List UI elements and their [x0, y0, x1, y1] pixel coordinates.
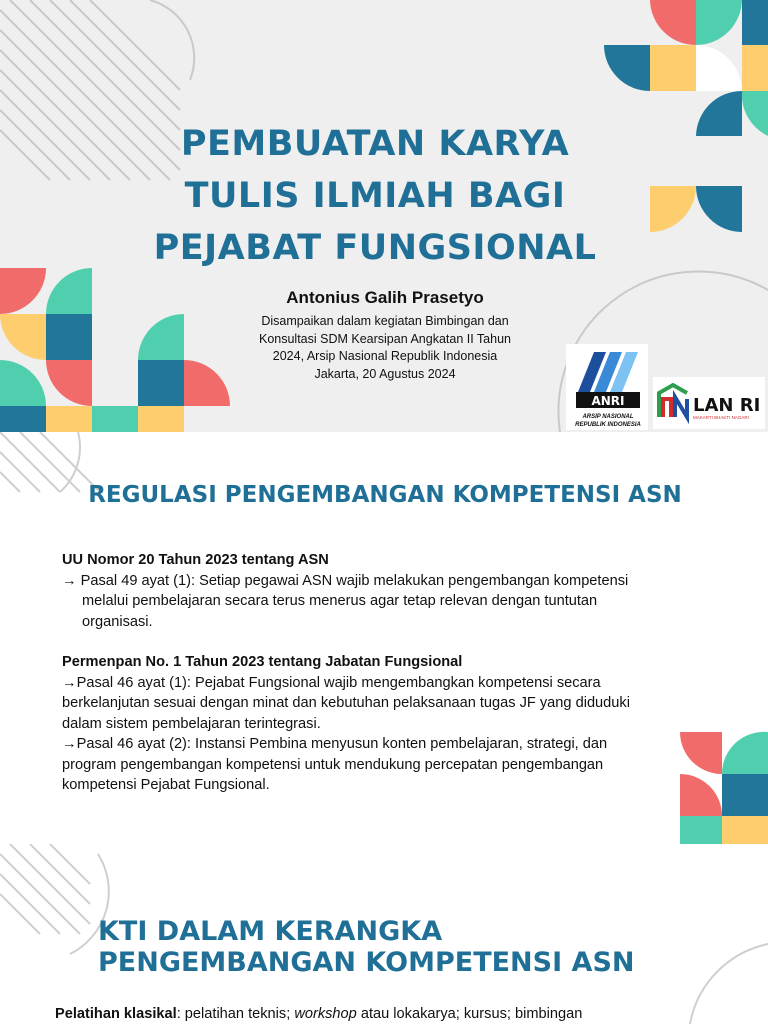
law-title: Permenpan No. 1 Tahun 2023 tentang Jabatan Fungsional	[62, 654, 463, 670]
training-text	[55, 1006, 755, 1022]
subtitle-line: 2024, Arsip Nasional Republik Indonesia	[272, 349, 498, 363]
anri-caption-line: ARSIP NASIONAL	[582, 414, 634, 420]
subtitle-line: Konsultasi SDM Kearsipan Angkatan II Tahun	[258, 331, 511, 346]
slide-heading: REGULASI PENGEMBANGAN KOMPETENSI ASN	[88, 482, 682, 508]
anri-caption-line: REPUBLIK INDONESIA	[575, 422, 641, 428]
presentation-title	[150, 118, 600, 274]
lan-tagline: MAKARTI BHAKTI NAGARI	[693, 415, 749, 420]
anri-mark: ANRI	[591, 394, 625, 408]
law-text-line: organisasi.	[82, 613, 153, 630]
slide-heading	[98, 916, 658, 978]
regulation-text	[62, 550, 672, 796]
term-bold: Pelatihan klasikal	[55, 1006, 177, 1022]
author-name: Antonius Galih Prasetyo	[286, 288, 484, 307]
lan-ri-logo	[653, 377, 765, 429]
heading-line: PENGEMBANGAN KOMPETENSI ASN	[98, 947, 635, 978]
title-slide	[0, 0, 768, 432]
kti-slide	[0, 844, 768, 1024]
law-text-line: dalam sistem pembelajaran terintegrasi.	[62, 715, 321, 732]
lan-emblem-icon	[659, 385, 687, 417]
subtitle-line: Disampaikan dalam kegiatan Bimbingan dan	[261, 314, 509, 328]
text-part: atau lokakarya; kursus; bimbingan	[356, 1006, 583, 1022]
law-text-line: kompetensi Pejabat Fungsional.	[62, 777, 270, 793]
anri-logo	[566, 344, 648, 430]
law-text-line: →Pasal 46 ayat (2): Instansi Pembina menyusun konten pembelajaran, strategi, dan	[62, 736, 608, 752]
term-italic: workshop	[294, 1006, 357, 1022]
title-line: PEMBUATAN KARYA	[180, 124, 570, 164]
title-line: PEJABAT FUNGSIONAL	[153, 228, 597, 268]
law-text-line: →Pasal 46 ayat (1): Pejabat Fungsional wajib mengembangkan kompetensi secara	[62, 674, 601, 691]
law-title: UU Nomor 20 Tahun 2023 tentang ASN	[62, 552, 329, 568]
heading-line: KTI DALAM KERANGKA	[98, 916, 443, 947]
law-text-line: berkelanjutan sesuai dengan minat dan kebutuhan pelaksanaan tugas JF yang diduduki	[62, 695, 630, 711]
subtitle-line: Jakarta, 20 Agustus 2024	[314, 366, 456, 381]
law-text-line: melalui pembelajaran secara terus menerus agar tetap relevan dengan tuntutan	[82, 593, 598, 609]
law-text-line: → Pasal 49 ayat (1): Setiap pegawai ASN wajib melakukan pengembangan kompetensi	[62, 572, 629, 589]
text-part: : pelatihan teknis;	[176, 1006, 295, 1022]
lan-mark: LAN RI	[693, 395, 761, 416]
law-text-line: program pengembangan kompetensi untuk mendukung percepatan pengembangan	[62, 756, 604, 773]
event-description	[220, 313, 550, 383]
title-line: TULIS ILMIAH BAGI	[184, 176, 566, 216]
regulation-slide	[0, 432, 768, 844]
